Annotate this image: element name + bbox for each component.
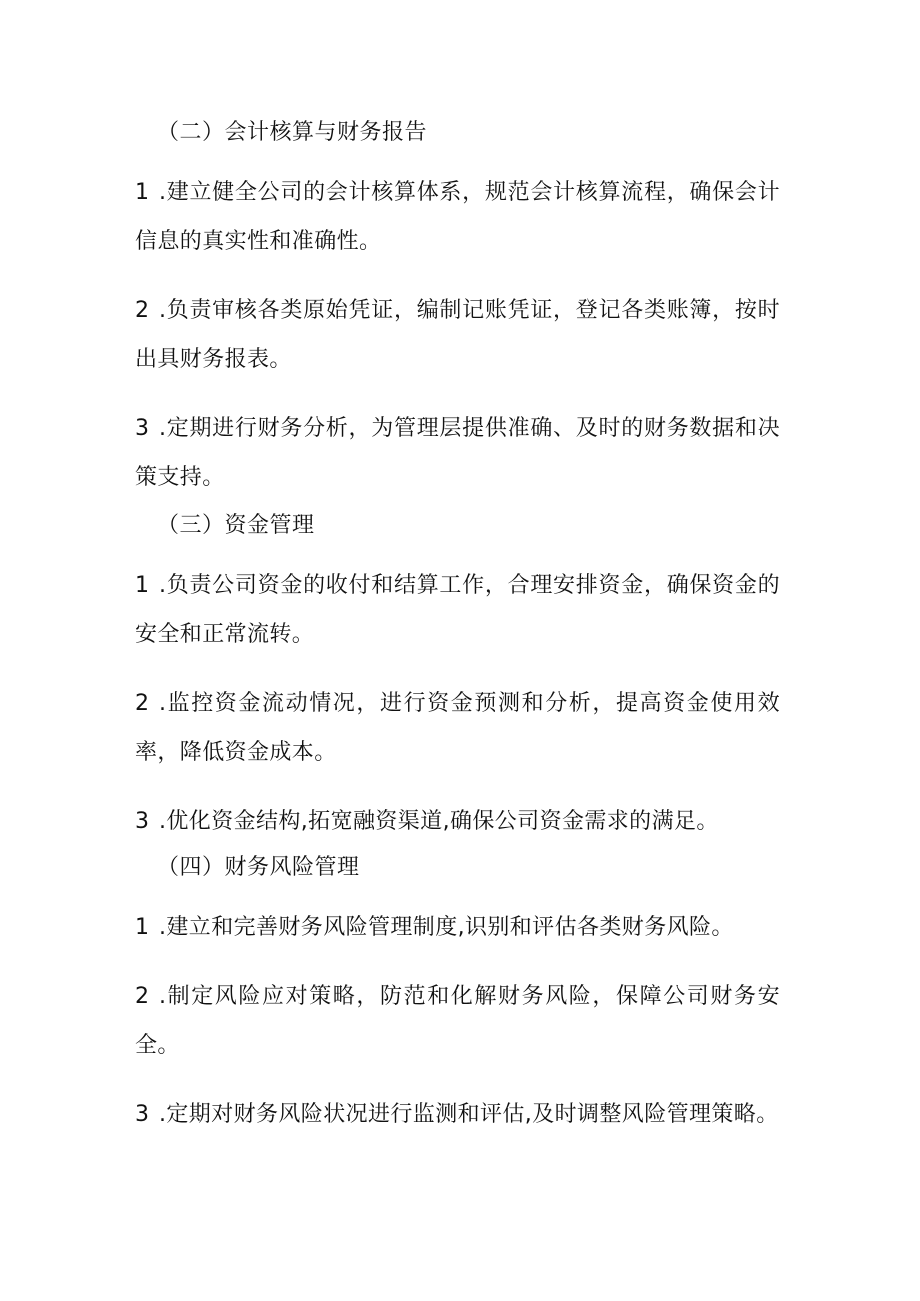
section-financial-risk-management	[135, 853, 780, 1139]
item-text: .定期进行财务分析，为管理层提供准确、及时的财务数据和决策支持。	[135, 416, 780, 490]
item-number: 3	[135, 809, 150, 834]
section-accounting-reporting	[135, 118, 780, 502]
item-number: 1	[135, 915, 150, 940]
list-item	[135, 972, 780, 1070]
list-item	[135, 903, 780, 952]
item-number: 2	[135, 691, 150, 716]
item-text: .建立和完善财务风险管理制度,识别和评估各类财务风险。	[159, 915, 734, 940]
item-number: 3	[135, 416, 150, 441]
item-text: .定期对财务风险状况进行监测和评估,及时调整风险管理策略。	[159, 1102, 779, 1127]
item-text: .制定风险应对策略，防范和化解财务风险，保障公司财务安全。	[135, 984, 780, 1058]
list-item	[135, 561, 780, 659]
item-text: .建立健全公司的会计核算体系，规范会计核算流程，确保会计信息的真实性和准确性。	[135, 180, 780, 254]
item-text: .监控资金流动情况，进行资金预测和分析，提高资金使用效率，降低资金成本。	[135, 691, 780, 765]
item-number: 1	[135, 573, 150, 598]
item-number: 2	[135, 984, 150, 1009]
section-fund-management	[135, 511, 780, 846]
item-number: 1	[135, 180, 150, 205]
item-text: .负责公司资金的收付和结算工作，合理安排资金，确保资金的安全和正常流转。	[135, 573, 780, 647]
list-item	[135, 404, 780, 502]
section-heading: （二）会计核算与财务报告	[157, 120, 428, 145]
item-number: 3	[135, 1102, 150, 1127]
list-item	[135, 1090, 780, 1139]
list-item	[135, 168, 780, 266]
list-item	[135, 286, 780, 384]
item-text: .优化资金结构,拓宽融资渠道,确保公司资金需求的满足。	[159, 809, 719, 834]
section-heading: （三）资金管理	[157, 513, 315, 538]
list-item	[135, 797, 780, 846]
item-text: .负责审核各类原始凭证，编制记账凭证，登记各类账簿，按时出具财务报表。	[135, 298, 780, 372]
section-heading: （四）财务风险管理	[157, 855, 360, 880]
item-number: 2	[135, 298, 150, 323]
list-item	[135, 679, 780, 777]
